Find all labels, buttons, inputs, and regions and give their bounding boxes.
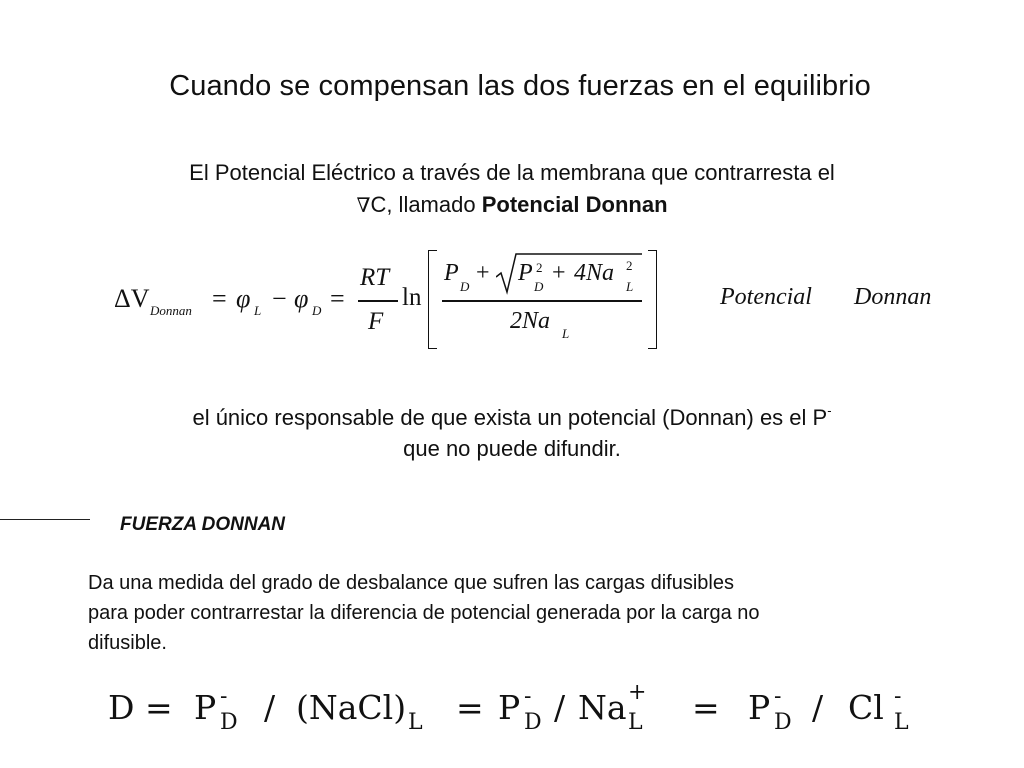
slash-1: / <box>264 688 276 727</box>
phi-d: φ <box>294 284 309 313</box>
separator-line <box>0 519 90 520</box>
p-charge: - <box>827 403 832 418</box>
two-na-term: 2Na <box>510 308 551 334</box>
nacl-subscript: L <box>408 710 423 735</box>
p-d-exponent: 2 <box>536 260 543 275</box>
minus-sign: − <box>272 284 287 313</box>
p-d-subscript: D <box>460 279 470 294</box>
cl-charge: - <box>894 684 902 709</box>
p-d-term: P <box>444 260 459 286</box>
bracket-fraction-bar <box>442 300 642 302</box>
p-1-subscript: D <box>220 710 238 735</box>
cl-term: Cl <box>848 688 884 727</box>
plus-sign: + <box>476 260 490 286</box>
intro-line-2 <box>0 192 1024 218</box>
description-line-3: difusible. <box>88 632 167 654</box>
equals-2: = <box>692 688 720 727</box>
plus-sign-2: + <box>552 260 566 286</box>
donnan-equation <box>0 240 1024 360</box>
p-term-2: P <box>498 688 521 727</box>
description-line-2: para poder contrarrestar la diferencia de potencial generada por la carga no <box>88 602 760 624</box>
na-exponent: 2 <box>626 258 633 273</box>
responsable-text: el único responsable de que exista un potencial (Donnan) es el P <box>192 405 828 430</box>
responsable-line-2: que no puede difundir. <box>403 436 621 461</box>
intro-line-2-text: C, llamado <box>370 192 482 217</box>
p-term-3: P <box>748 688 771 727</box>
phi-l-subscript: L <box>254 303 262 318</box>
equals-1: = <box>456 688 484 727</box>
equals-sign: = <box>212 284 227 313</box>
phi-l: φ <box>236 284 251 313</box>
label-potencial: Potencial <box>720 284 812 310</box>
responsable-line-1 <box>0 403 1024 431</box>
f-denominator: F <box>368 308 384 335</box>
left-bracket <box>428 250 437 349</box>
slash-3: / <box>812 688 824 727</box>
p-term-1: P <box>194 688 217 727</box>
slide-title: Cuando se compensan las dos fuerzas en el equilibrio <box>169 70 871 102</box>
intro-line-1: El Potencial Eléctrico a través de la membrana que contrarresta el <box>189 160 835 185</box>
fuerza-donnan-heading: FUERZA DONNAN <box>120 514 286 535</box>
p-3-charge: - <box>774 684 782 709</box>
ln-operator: ln <box>402 284 422 311</box>
cl-subscript: L <box>894 710 909 735</box>
p-2-subscript: D <box>524 710 542 735</box>
label-donnan: Donnan <box>854 284 932 310</box>
two-na-subscript: L <box>562 326 570 341</box>
potencial-donnan-term: Potencial Donnan <box>481 192 668 217</box>
delta-v-subscript: Donnan <box>150 303 192 318</box>
delta-v: ΔV <box>114 284 150 313</box>
p-2-charge: - <box>524 684 532 709</box>
d-equation <box>108 680 928 744</box>
na-subscript: L <box>628 710 643 735</box>
rt-fraction-bar <box>358 300 398 302</box>
slash-2: / <box>554 688 566 727</box>
rt-numerator: RT <box>360 264 390 291</box>
na-term: Na <box>578 688 627 727</box>
p-1-charge: - <box>220 684 228 709</box>
p-d-squared-subscript: D <box>534 279 544 294</box>
right-bracket <box>648 250 657 349</box>
na-subscript: L <box>626 279 634 294</box>
phi-d-subscript: D <box>312 303 322 318</box>
nacl-term: (NaCl) <box>296 688 407 727</box>
d-equals: D = <box>108 688 173 727</box>
four-na-term: 4Na <box>574 260 615 286</box>
equals-sign-2: = <box>330 284 345 313</box>
na-charge: + <box>628 680 647 705</box>
description-line-1: Da una medida del grado de desbalance que sufren las cargas difusibles <box>88 572 734 594</box>
p-3-subscript: D <box>774 710 792 735</box>
p-d-squared-term: P <box>518 260 533 286</box>
nabla-icon: ∇ <box>356 193 371 217</box>
